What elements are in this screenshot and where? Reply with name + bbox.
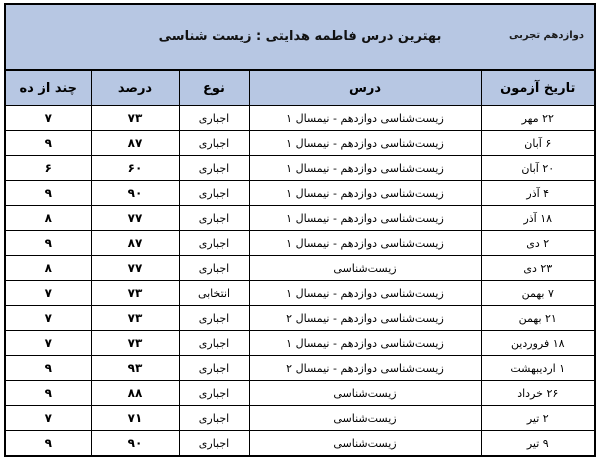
cell-percent: ۷۳ [91,281,179,306]
cell-course: زیست‌شناسی دوازدهم - نیمسال ۲ [249,306,481,331]
cell-percent: ۶۰ [91,156,179,181]
table-body [6,106,594,456]
cell-date: ۲۱ بهمن [481,306,594,331]
exam-results-table [6,71,594,455]
cell-type: اجباری [179,156,249,181]
table-header-row [6,71,594,106]
cell-type: اجباری [179,431,249,456]
cell-type: اجباری [179,356,249,381]
cell-course: زیست‌شناسی دوازدهم - نیمسال ۱ [249,131,481,156]
cell-percent: ۷۷ [91,206,179,231]
cell-course: زیست‌شناسی دوازدهم - نیمسال ۱ [249,206,481,231]
cell-type: اجباری [179,106,249,131]
report-sheet [4,3,596,457]
cell-score: ۹ [6,431,91,456]
cell-score: ۶ [6,156,91,181]
cell-type: اجباری [179,331,249,356]
cell-date: ۲۲ مهر [481,106,594,131]
cell-date: ۲۶ خرداد [481,381,594,406]
cell-score: ۷ [6,106,91,131]
cell-course: زیست‌شناسی دوازدهم - نیمسال ۱ [249,106,481,131]
table-row [6,131,594,156]
cell-type: اجباری [179,381,249,406]
cell-date: ۲ دی [481,231,594,256]
table-row [6,156,594,181]
cell-percent: ۸۷ [91,131,179,156]
cell-score: ۹ [6,381,91,406]
cell-date: ۶ آبان [481,131,594,156]
cell-date: ۲۳ دی [481,256,594,281]
table-row [6,256,594,281]
cell-course: زیست‌شناسی [249,256,481,281]
cell-score: ۷ [6,331,91,356]
cell-course: زیست‌شناسی دوازدهم - نیمسال ۱ [249,331,481,356]
cell-course: زیست‌شناسی [249,431,481,456]
cell-type: اجباری [179,231,249,256]
cell-percent: ۷۱ [91,406,179,431]
cell-date: ۹ تیر [481,431,594,456]
cell-type: انتخابی [179,281,249,306]
column-header-percent: درصد [91,71,179,106]
cell-type: اجباری [179,181,249,206]
column-header-course: درس [249,71,481,106]
table-row [6,306,594,331]
cell-date: ۱۸ آذر [481,206,594,231]
table-row [6,406,594,431]
column-header-score: چند از ده [6,71,91,106]
table-row [6,281,594,306]
column-header-date: تاریخ آزمون [481,71,594,106]
cell-percent: ۹۰ [91,181,179,206]
cell-date: ۲۰ آبان [481,156,594,181]
cell-percent: ۷۷ [91,256,179,281]
cell-percent: ۸۷ [91,231,179,256]
cell-course: زیست‌شناسی دوازدهم - نیمسال ۱ [249,281,481,306]
cell-date: ۷ بهمن [481,281,594,306]
cell-score: ۷ [6,406,91,431]
cell-percent: ۸۸ [91,381,179,406]
cell-score: ۷ [6,306,91,331]
cell-type: اجباری [179,306,249,331]
cell-type: اجباری [179,206,249,231]
cell-course: زیست‌شناسی دوازدهم - نیمسال ۲ [249,356,481,381]
cell-score: ۹ [6,131,91,156]
cell-percent: ۷۳ [91,306,179,331]
cell-date: ۱ اردیبهشت [481,356,594,381]
cell-score: ۹ [6,231,91,256]
table-row [6,331,594,356]
report-title: بهترین درس فاطمه هدایتی : زیست شناسی [158,29,442,44]
cell-course: زیست‌شناسی دوازدهم - نیمسال ۱ [249,181,481,206]
cell-type: اجباری [179,406,249,431]
cell-percent: ۷۳ [91,331,179,356]
table-row [6,206,594,231]
cell-score: ۹ [6,356,91,381]
cell-date: ۱۸ فروردین [481,331,594,356]
table-row [6,381,594,406]
cell-score: ۹ [6,181,91,206]
cell-date: ۲ تیر [481,406,594,431]
cell-course: زیست‌شناسی دوازدهم - نیمسال ۱ [249,231,481,256]
cell-percent: ۹۳ [91,356,179,381]
cell-percent: ۹۰ [91,431,179,456]
cell-score: ۷ [6,281,91,306]
cell-course: زیست‌شناسی [249,381,481,406]
cell-type: اجباری [179,256,249,281]
report-banner [6,5,594,71]
column-header-type: نوع [179,71,249,106]
table-row [6,356,594,381]
cell-course: زیست‌شناسی [249,406,481,431]
table-row [6,231,594,256]
cell-course: زیست‌شناسی دوازدهم - نیمسال ۱ [249,156,481,181]
table-row [6,181,594,206]
cell-type: اجباری [179,131,249,156]
cell-percent: ۷۳ [91,106,179,131]
cell-date: ۴ آذر [481,181,594,206]
table-row [6,106,594,131]
cell-score: ۸ [6,256,91,281]
table-row [6,431,594,456]
cell-score: ۸ [6,206,91,231]
grade-label: دوازدهم تجربی [509,30,584,41]
